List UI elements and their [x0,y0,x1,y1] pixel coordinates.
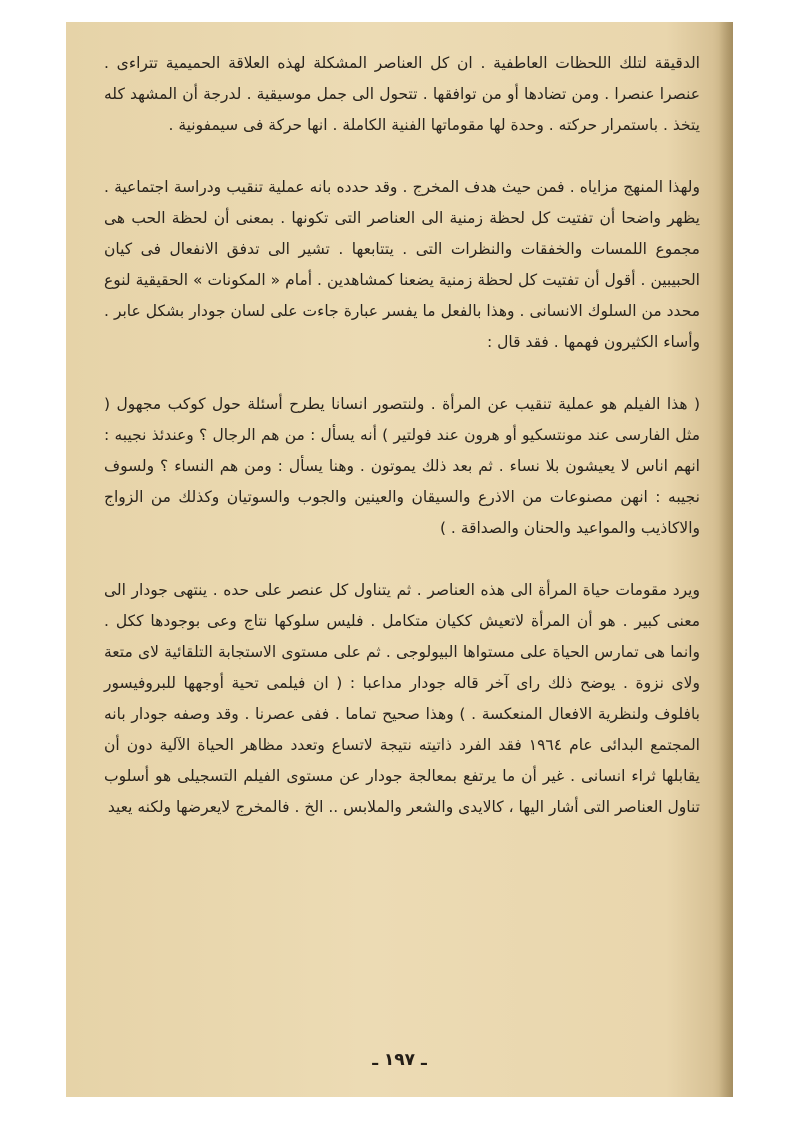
paragraph-1: الدقيقة لتلك اللحظات العاطفية . ان كل العناصر المشكلة لهذه العلاقة الحميمية تتراءى . عنصرا عنصرا . ومن تضادها أو من توافقها . تتحول الى جمل موسيقية . لدرجة أن المشهد كله يتخذ . باستمرار حركته . وحدة لها مقوماتها الفنية الكاملة . انها حركة فى سيمفونية . [104,54,700,134]
paragraph-3: ( هذا الفيلم هو عملية تنقيب عن المرأة . ولنتصور انسانا يطرح أسئلة حول كوكب مجهول ( مثل الفارسى عند مونتسكيو أو هرون عند فولتير ) أنه يسأل : من هم الرجال ؟ وعندئذ نجيبه : انهم اناس لا يعيشون بلا نساء . ثم بعد ذلك يموتون . وهنا يسأل : ومن هم النساء ؟ ولسوف نجيبه : انهن مصنوعات من الاذرع والسيقان والعينين والجوب والسوتيان وكذلك من الزواج والاكاذيب والمواعيد والحنان والصداقة . ) [104,395,700,537]
scanned-page [66,22,733,1097]
paragraph-4: ويرد مقومات حياة المرأة الى هذه العناصر . ثم يتناول كل عنصر على حده . ينتهى جودار الى معنى كبير . هو أن المرأة لاتعيش ككيان متكامل . فليس سلوكها نتاج وعى بوجودها ككل . وانما هى تمارس الحياة على مستواها البيولوجى . ثم على مستوى الاستجابة التلقائية لاى متعة ولاى نزوة . يوضح ذلك راى آخر قاله جودار مداعبا : ( ان فيلمى تحية أوجهها للبروفيسور بافلوف ولنظرية الافعال المنعكسة . ) وهذا صحيح تماما . ففى عصرنا . وقد وصفه جودار بانه المجتمع البدائى عام ١٩٦٤ فقد الفرد ذاتيته نتيجة لاتساع وتعدد مظاهر الحياة الآلية دون أن يقابلها ثراء انسانى . غير أن ما يرتفع بمعالجة جودار عن مستوى الفيلم التسجيلى هو أسلوب تناول العناصر التى أشار اليها ، كالايدى والشعر والملابس .. الخ . فالمخرج لايعرضها ولكنه يعيد [104,581,700,816]
paragraph-2: ولهذا المنهج مزاياه . فمن حيث هدف المخرج . وقد حدده بانه عملية تنقيب ودراسة اجتماعية . يظهر واضحا أن تفتيت كل لحظة زمنية الى العناصر التى تكونها . بمعنى أن لحظة الحب هى مجموع اللمسات والخفقات والنظرات التى . يتتابعها . تشير الى تدفق الانفعال فى كيان الحبيبين . أقول أن تفتيت كل لحظة زمنية يضعنا كمشاهدين . أمام « المكونات » الحقيقية لنوع محدد من السلوك الانسانى . وهذا بالفعل ما يفسر عبارة جاءت على لسان جودار بشكل عابر . وأساء الكثيرون فهمها . فقد قال : [104,178,700,351]
body-text [104,48,700,823]
page-number: ـ ١٩٧ ـ [372,1050,427,1070]
page-spine-shadow [719,22,733,1097]
